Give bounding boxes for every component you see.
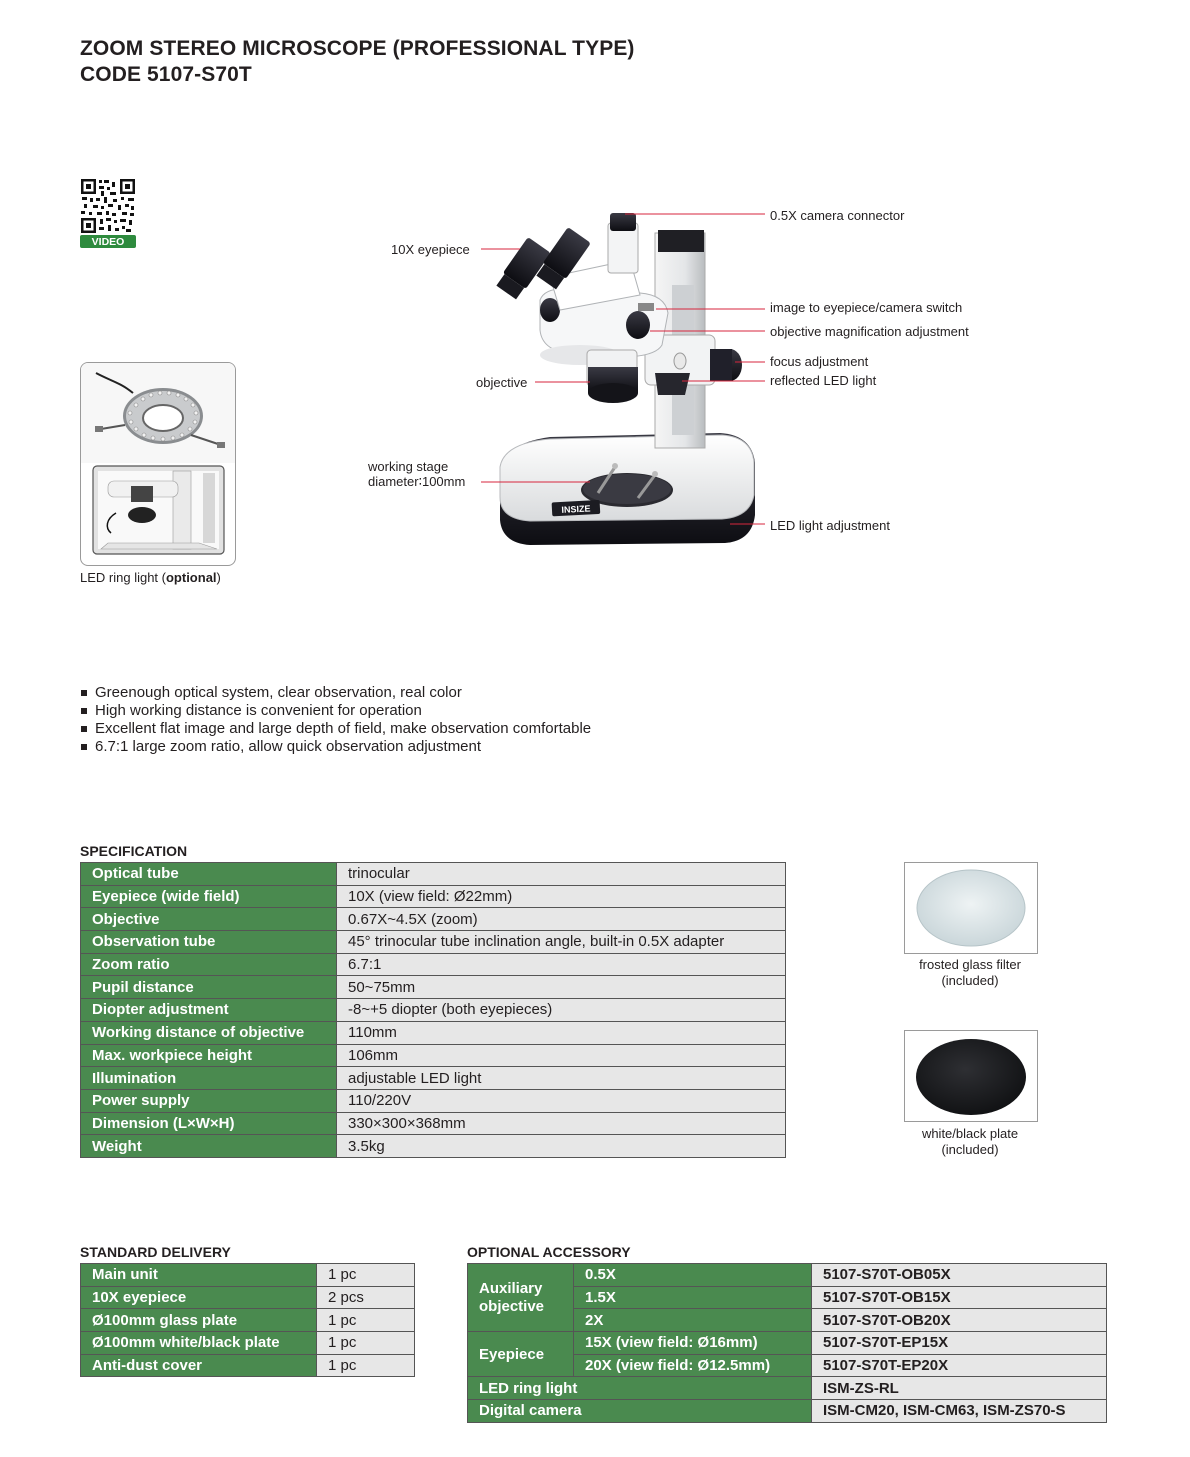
ring-caption-suffix: ): [216, 570, 221, 585]
ring-caption-prefix: LED ring light (: [80, 570, 166, 585]
feature-item: 6.7:1 large zoom ratio, allow quick observation adjustment: [80, 738, 591, 756]
eyepiece-group: Eyepiece: [468, 1332, 574, 1377]
accessory-code: 5107-S70T-EP20X: [812, 1354, 1107, 1377]
black-plate-note: (included): [941, 1142, 999, 1157]
table-row: [81, 1135, 786, 1158]
spec-key: Pupil distance: [81, 976, 337, 999]
table-row: [81, 931, 786, 954]
aux-objective-group: Auxiliary objective: [468, 1264, 574, 1332]
spec-value: 0.67X~4.5X (zoom): [337, 908, 786, 931]
spec-key: Illumination: [81, 1067, 337, 1090]
ring-caption-bold: optional: [165, 570, 217, 585]
spec-value: 10X (view field: Ø22mm): [337, 885, 786, 908]
table-row: [81, 1044, 786, 1067]
table-row: [81, 863, 786, 886]
accessory-spec: 20X (view field: Ø12.5mm): [574, 1354, 812, 1377]
spec-value: -8~+5 diopter (both eyepieces): [337, 999, 786, 1022]
accessory-spec: 2X: [574, 1309, 812, 1332]
table-row: [81, 1332, 415, 1355]
callout-camera-connector: 0.5X camera connector: [770, 208, 905, 223]
spec-key: Dimension (L×W×H): [81, 1112, 337, 1135]
delivery-item: 10X eyepiece: [81, 1286, 317, 1309]
black-plate-caption: [870, 1126, 1070, 1158]
table-row: [81, 1264, 415, 1287]
frosted-glass-caption: [870, 957, 1070, 989]
table-row: [81, 885, 786, 908]
standard-delivery-table: [80, 1263, 415, 1377]
delivery-qty: 1 pc: [317, 1264, 415, 1287]
spec-value: 110/220V: [337, 1089, 786, 1112]
spec-title: SPECIFICATION: [80, 843, 188, 859]
accessory-spec: 15X (view field: Ø16mm): [574, 1332, 812, 1355]
optional-accessory-title: OPTIONAL ACCESSORY: [467, 1244, 631, 1260]
feature-item: High working distance is convenient for operation: [80, 702, 591, 720]
spec-value: 45° trinocular tube inclination angle, built-in 0.5X adapter: [337, 931, 786, 954]
table-row: [81, 1067, 786, 1090]
spec-key: Eyepiece (wide field): [81, 885, 337, 908]
spec-value: 6.7:1: [337, 953, 786, 976]
accessory-code: ISM-CM20, ISM-CM63, ISM-ZS70-S: [812, 1400, 1107, 1423]
delivery-item: Ø100mm glass plate: [81, 1309, 317, 1332]
accessory-spec: 0.5X: [574, 1264, 812, 1287]
spec-value: adjustable LED light: [337, 1067, 786, 1090]
spec-value: 330×300×368mm: [337, 1112, 786, 1135]
callout-working-stage: working stage diameter∶100mm: [368, 459, 466, 489]
title-line-2: CODE 5107-S70T: [80, 63, 252, 86]
frosted-glass-image: [904, 862, 1038, 954]
spec-value: trinocular: [337, 863, 786, 886]
table-row: [81, 1021, 786, 1044]
table-row: [81, 1112, 786, 1135]
accessory-code: 5107-S70T-OB05X: [812, 1264, 1107, 1287]
callout-objective: objective: [476, 375, 528, 390]
delivery-item: Main unit: [81, 1264, 317, 1287]
callout-magnification: objective magnification adjustment: [770, 324, 969, 339]
table-row: [81, 1309, 415, 1332]
spec-key: Optical tube: [81, 863, 337, 886]
feature-list: [80, 684, 591, 756]
callout-led-adjustment: LED light adjustment: [770, 518, 890, 533]
spec-key: Working distance of objective: [81, 1021, 337, 1044]
table-row: [81, 1354, 415, 1377]
spec-value: 50~75mm: [337, 976, 786, 999]
table-row: [468, 1264, 1107, 1287]
standard-delivery-title: STANDARD DELIVERY: [80, 1244, 231, 1260]
callout-switch: image to eyepiece/camera switch: [770, 300, 963, 315]
accessory-code: 5107-S70T-OB15X: [812, 1286, 1107, 1309]
table-row: [81, 953, 786, 976]
accessory-item: LED ring light: [468, 1377, 812, 1400]
optional-accessory-table: [467, 1263, 1107, 1423]
table-row: [81, 1286, 415, 1309]
accessory-item: Digital camera: [468, 1400, 812, 1423]
table-row: [468, 1400, 1107, 1423]
delivery-qty: 1 pc: [317, 1332, 415, 1355]
spec-key: Max. workpiece height: [81, 1044, 337, 1067]
table-row: [81, 976, 786, 999]
delivery-item: Ø100mm white/black plate: [81, 1332, 317, 1355]
accessory-spec: 1.5X: [574, 1286, 812, 1309]
spec-table: [80, 862, 786, 1158]
spec-value: 106mm: [337, 1044, 786, 1067]
delivery-item: Anti-dust cover: [81, 1354, 317, 1377]
table-row: [81, 999, 786, 1022]
title-line-1: ZOOM STEREO MICROSCOPE (PROFESSIONAL TYPE): [80, 37, 635, 60]
delivery-qty: 2 pcs: [317, 1286, 415, 1309]
spec-key: Zoom ratio: [81, 953, 337, 976]
spec-value: 110mm: [337, 1021, 786, 1044]
spec-key: Observation tube: [81, 931, 337, 954]
accessory-code: ISM-ZS-RL: [812, 1377, 1107, 1400]
frosted-glass-note: (included): [941, 973, 999, 988]
accessory-code: 5107-S70T-EP15X: [812, 1332, 1107, 1355]
feature-item: Excellent flat image and large depth of field, make observation comfortable: [80, 720, 591, 738]
video-label: VIDEO: [91, 236, 125, 248]
spec-value: 3.5kg: [337, 1135, 786, 1158]
table-row: [81, 1089, 786, 1112]
spec-key: Diopter adjustment: [81, 999, 337, 1022]
feature-item: Greenough optical system, clear observation, real color: [80, 684, 591, 702]
callout-eyepiece: 10X eyepiece: [391, 242, 470, 257]
insize-logo: INSIZE: [561, 503, 591, 515]
table-row: [468, 1332, 1107, 1355]
accessory-code: 5107-S70T-OB20X: [812, 1309, 1107, 1332]
callout-reflected-led: reflected LED light: [770, 373, 877, 388]
black-plate-name: white/black plate: [921, 1126, 1019, 1141]
spec-key: Power supply: [81, 1089, 337, 1112]
callout-focus: focus adjustment: [770, 354, 869, 369]
spec-key: Objective: [81, 908, 337, 931]
table-row: [81, 908, 786, 931]
black-plate-image: [904, 1030, 1038, 1122]
callout-lines: [0, 0, 1190, 600]
delivery-qty: 1 pc: [317, 1309, 415, 1332]
delivery-qty: 1 pc: [317, 1354, 415, 1377]
spec-key: Weight: [81, 1135, 337, 1158]
frosted-glass-name: frosted glass filter: [919, 957, 1021, 972]
table-row: [468, 1377, 1107, 1400]
